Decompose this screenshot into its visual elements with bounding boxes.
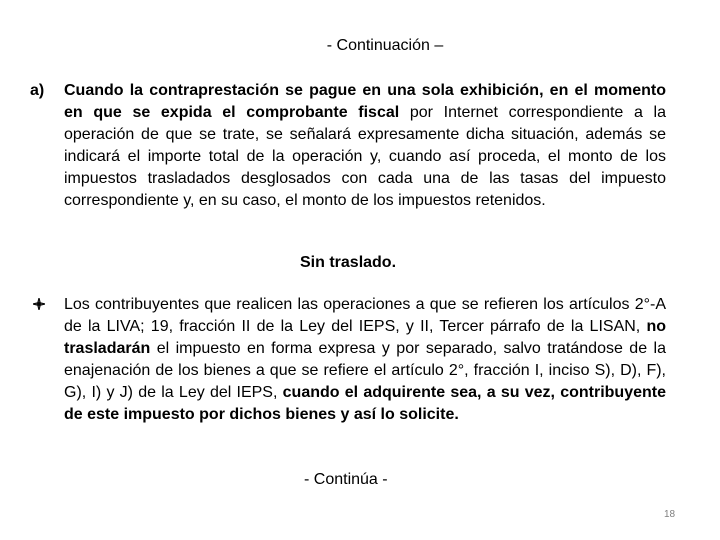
item-b-paragraph [30,294,666,426]
diamond-bullet-icon [33,295,45,317]
item-a-regular-text: por Internet correspondiente a la operación de que se trate, se señalará expresamente dicha situación, además se indicará el importe total de la operación y, cuando así proceda, el monto de los impuestos trasladados desglosados con cada una de las tasas del impuesto correspondiente y, en su caso, el monto de los impuestos retenidos. [64,104,667,209]
item-a-text [64,80,666,212]
sin-traslado-heading: Sin traslado. [300,254,397,271]
continues-footer: - Continúa - [304,471,388,488]
item-a-bold-text: Cuando la contraprestación se pague en una sola exhibición, en el momento en que se expida el comprobante fiscal [64,82,666,121]
item-a-paragraph [30,80,666,212]
item-a-marker: a) [30,82,45,99]
page-number: 18 [664,509,676,520]
item-b-text [64,294,666,426]
item-b-text-part3: el impuesto en forma expresa y por separado, salvo tratándose de la enajenación de los bienes a que se refiere el artículo 2°, fracción I, inciso S), D), F), G), I) y J) de la Ley del IEPS, [64,340,666,401]
item-b-text-bold1: no trasladarán [64,318,666,357]
item-b-text-bold2: cuando el adquirente sea, a su vez, contribuyente de este impuesto por dichos bienes y así lo solicite. [64,384,666,423]
continuation-header: - Continuación – [326,37,444,54]
item-b-text-part1: Los contribuyentes que realicen las operaciones a que se refieren los artículos 2°-A de la LIVA; 19, fracción II de la Ley del IEPS, y II, Tercer párrafo de la LISAN, [64,296,666,335]
